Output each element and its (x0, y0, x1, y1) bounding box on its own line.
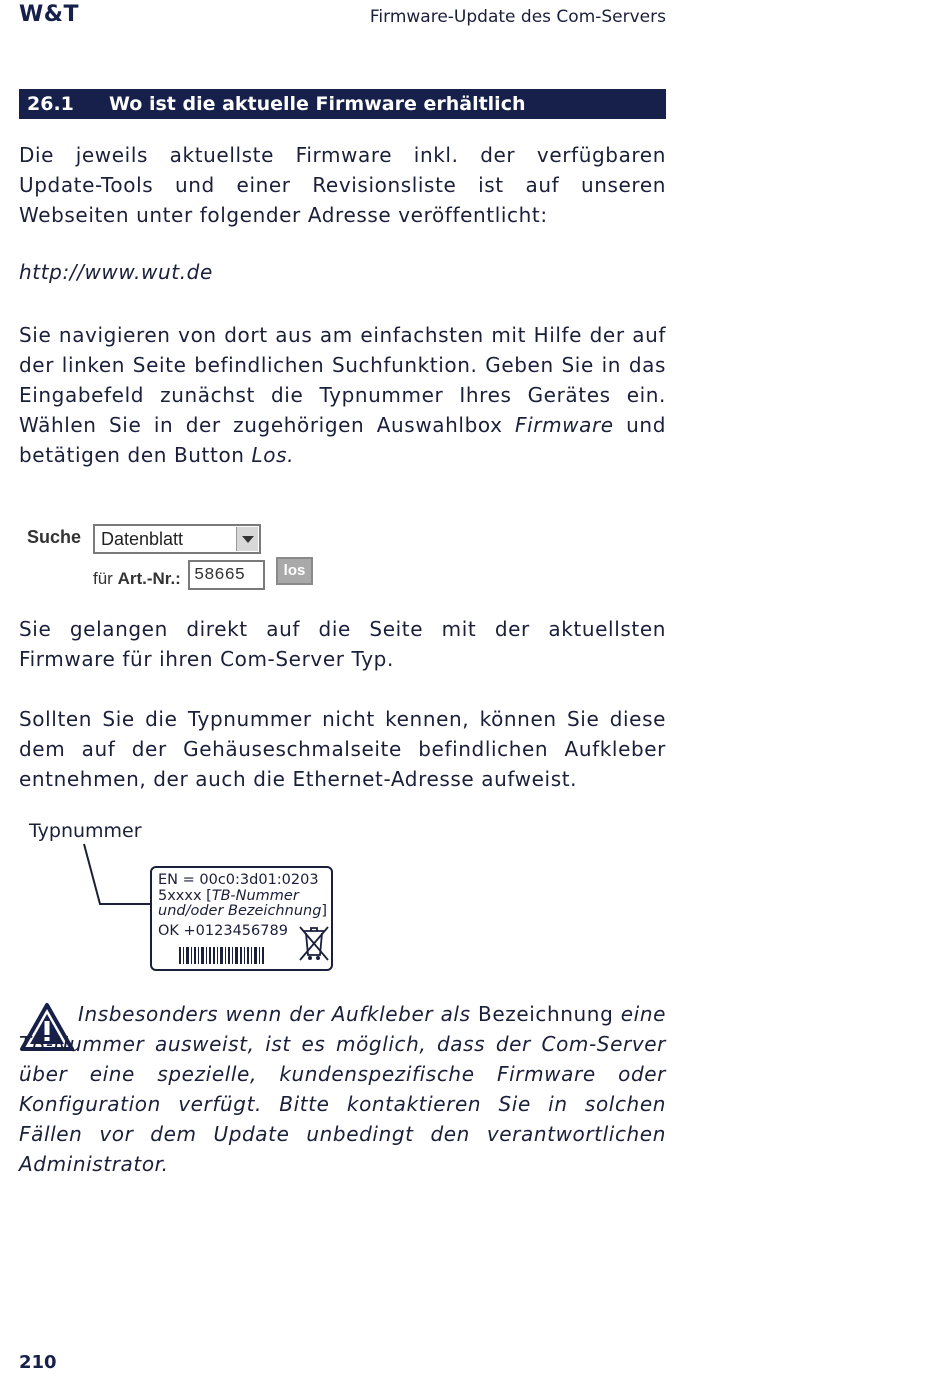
paragraph-typnummer: Sollten Sie die Typnummer nicht kennen, können Sie diese dem auf der Gehäuseschmalseite befindlichen Aufkleber entnehmen, der auch die Ethernet-Adresse aufweist. (19, 707, 666, 791)
sticker-type-line (158, 888, 299, 904)
section-number: 26.1 (27, 93, 74, 115)
article-number-value: 58665 (194, 566, 246, 585)
paragraph-result: Sie gelangen direkt auf die Seite mit der aktuellsten Firmware für ihren Com-Server Typ. (19, 617, 666, 671)
emphasis-firmware: Firmware (514, 413, 614, 437)
sticker-designation: und/oder Bezeichnung (158, 903, 322, 919)
paragraph-text: Sie navigieren von dort aus am einfachsten mit Hilfe der auf der linken Seite befindlichen Suchfunktion. Geben Sie in das Eingabefeld zunächst die Typnummer Ihres Gerätes ein. Wählen Sie in der zugehörigen Auswahlbox (19, 323, 666, 437)
section-heading (19, 89, 666, 119)
typnummer-pointer-label: Typnummer (29, 820, 142, 842)
page-number: 210 (19, 1352, 57, 1373)
sticker-ethernet-line: EN = 00c0:3d01:0203 (158, 872, 319, 888)
los-button[interactable]: los (276, 557, 313, 585)
section-title: Wo ist die aktuelle Firmware erhältlich (109, 93, 526, 115)
emphasis-los: Los. (251, 443, 295, 467)
warning-text: Insbesonders wenn der Aufkleber als (78, 1002, 478, 1026)
website-link[interactable]: http://www.wut.de (19, 260, 213, 284)
running-header: Firmware-Update des Com-Servers (369, 7, 666, 27)
article-label-bold: Art.-Nr.: (117, 569, 181, 588)
paragraph-text: und betätigen den Button (19, 413, 666, 467)
paragraph-navigation (19, 320, 666, 470)
article-number-input[interactable] (188, 560, 265, 590)
crossed-bin-icon (298, 923, 330, 963)
select-value: Datenblatt (101, 529, 184, 549)
search-type-select[interactable] (93, 524, 261, 554)
sticker-tb-number: TB-Nummer (211, 888, 299, 904)
sticker-bracket: ] (321, 903, 328, 919)
search-label: Suche (27, 527, 82, 547)
sticker-type-prefix: 5xxxx [ (158, 888, 212, 904)
article-prefix: für (93, 569, 118, 588)
article-number-label (93, 569, 181, 589)
warning-text: eine TB-Nummer ausweist, ist es möglich, dass der Com-Server über eine spezielle, kundenspezifische Firmware oder Konfiguration verfügt. Bitte kontaktieren Sie in solchen Fällen vor dem Update unbedingt den verantwortlichen Administrator. (19, 1002, 667, 1176)
barcode-icon (179, 947, 265, 964)
device-sticker (150, 866, 333, 971)
chevron-down-icon[interactable] (236, 527, 258, 551)
paragraph-intro: Die jeweils aktuellste Firmware inkl. der verfügbaren Update-Tools und einer Revisionsliste ist auf unseren Webseiten unter folgender Adresse veröffentlicht: (19, 143, 666, 227)
warning-term: Bezeichnung (478, 1002, 614, 1026)
sticker-ok-line: OK +0123456789 (158, 923, 288, 939)
sticker-designation-line (158, 903, 327, 919)
warning-paragraph (19, 999, 666, 1179)
brand-logo: W&T (19, 2, 79, 27)
